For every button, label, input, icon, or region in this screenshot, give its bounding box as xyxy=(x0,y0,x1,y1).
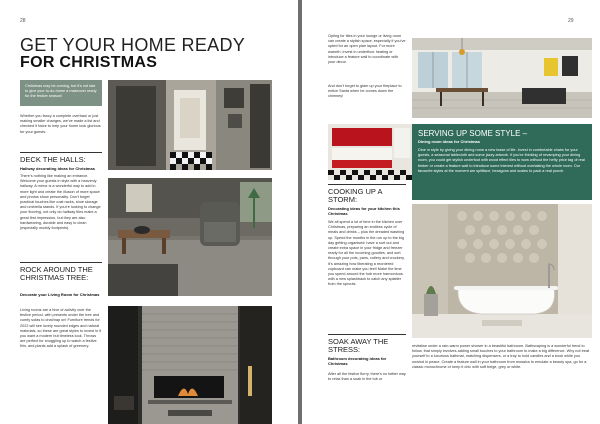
bathroom-photo xyxy=(412,204,592,338)
living-room-photo xyxy=(108,178,272,296)
intro-body: Whether you fancy a complete overhaul or just making smaller changes, we’ve made a list and checked it twice to help your home look glorious for your guests. xyxy=(20,114,101,134)
halls-body: There’s nothing like making an entrance. Welcome your guests in style with a heavenly hallway. A mirror is a wonderful way to add in more light and create the illusion of more space and photos show personality. Don’t forget practical touches like coat racks, shoe storage and umbrella stands. If you’re looking to change your flooring, not only do hallway tiles make a great first impression, but they are also hardwearing, durable and easy to clean (especially muddy footprints). xyxy=(20,174,101,231)
hallway-photo xyxy=(108,80,272,170)
dining-body: Dine in style by giving your dining room a new lease of life. Invest in comfortable chairs for your guests, a seasonal tablecloth and some jazzy artwork. If you’re thinking of revamping your dining room, you could get stylish underfoot with wood effect tiles to wow without the hefty price tag of real timber or create a feature wall to introduce some interest without overtaking the whole room. Our favourite styles at the moment are splitface, hexagons and scales to pack a real punch. xyxy=(418,148,585,173)
right-page xyxy=(302,0,600,424)
kitchen-photo xyxy=(328,124,412,180)
kitchen-title: COOKING UP A STORM: xyxy=(328,187,383,204)
fireplace-photo xyxy=(108,306,272,424)
halls-title: DECK THE HALLS: xyxy=(20,155,86,164)
fireplace-body-2: And don’t forget to glam up your fireplace to entice Santa when he comes down the chimney! xyxy=(328,84,402,99)
fireplace-illustration xyxy=(108,306,272,424)
section-rule xyxy=(328,184,406,185)
fireplace-body: Opting for tiles in your lounge or living room can create a stylish space, especially if you’ve opted for an open plan layout. For more warmth, invest in underfloor heating or introduce a feature wall to coordinate with your decor. xyxy=(328,34,406,65)
intro-box-text: Christmas may be coming, but it’s not late to give your to-do-home a makeover ready for the festive season! xyxy=(25,84,97,99)
living-room-illustration xyxy=(108,178,272,296)
kitchen-illustration xyxy=(328,124,412,180)
living-title: ROCK AROUND THE CHRISTMAS TREE: xyxy=(20,265,93,282)
bathroom-title: SOAK AWAY THE STRESS: xyxy=(328,337,389,354)
section-rule xyxy=(20,262,102,263)
section-rule xyxy=(328,334,406,335)
page-number-right: 29 xyxy=(568,18,574,24)
bathroom-subtitle: Bathroom decorating ideas for Christmas xyxy=(328,356,387,366)
hallway-illustration xyxy=(108,80,272,170)
living-body: Living rooms are a hive of activity over the festive period, with presents under the tree and comfy sofas to chat/nap on! Furniture trends for 2022 will see lovely rounded edges and natural materials, so these are great styles to invest in if you want a modern but timeless look. Throws are perfect for snuggling up to watch a festive film, and plants add a splash of greenery. xyxy=(20,308,102,349)
page-number-left: 28 xyxy=(20,18,26,24)
dining-subtitle: Dining room ideas for Christmas xyxy=(418,139,481,144)
living-subtitle: Decorate your Living Room for Christmas xyxy=(20,292,100,297)
headline-line2: FOR CHRISTMAS xyxy=(20,54,158,71)
headline-line1: GET YOUR HOME READY xyxy=(20,35,246,55)
dining-room-illustration xyxy=(412,38,592,118)
left-page xyxy=(0,0,298,424)
kitchen-subtitle: Decorating ideas for your kitchen this Christmas xyxy=(328,206,400,216)
section-rule xyxy=(20,152,102,153)
halls-subtitle: Hallway decorating ideas for Christmas xyxy=(20,166,95,171)
kitchen-body: We all spend a lot of time in the kitchen over Christmas, preparing an endless cycle of meals and drinks – plus the dreaded washing up. Spend the months in the run up to the big day getting organised: have a sort out and create extra space in your fridge and freezer ready for all the incoming goodies, and sort through your pots, pans, cutlery and crockery. It’s amazing how liberating a reordered cupboard can make you feel! Make the time you spend around the hob more harmonious with a new splashback to catch any splatter from the sprouts. xyxy=(328,220,405,287)
dining-title: SERVING UP SOME STYLE – xyxy=(418,129,528,138)
bathroom-body: After all the festive flurry, there’s no better way to relax than a soak in the tub or xyxy=(328,372,406,382)
bathroom-body-2: revitalise under a rain-warm power shower in a beautiful bathroom. Bathscaping is a wonderful trend to follow, that simply involves adding small touches to your bathroom to make a big difference. Why not treat yourself to a luxurious bathmat, matching dispensers, or a tray to hold candles and a book while you unwind in peace. Create a feature wall in your bathroom from mosaics to emulate a beauty spa, go for a classic monochrome or keep it chic with soft beige, grey or white. xyxy=(412,344,590,369)
dining-room-photo xyxy=(412,38,592,118)
dining-band xyxy=(412,124,592,200)
bathroom-illustration xyxy=(412,204,592,338)
intro-box xyxy=(20,80,102,106)
